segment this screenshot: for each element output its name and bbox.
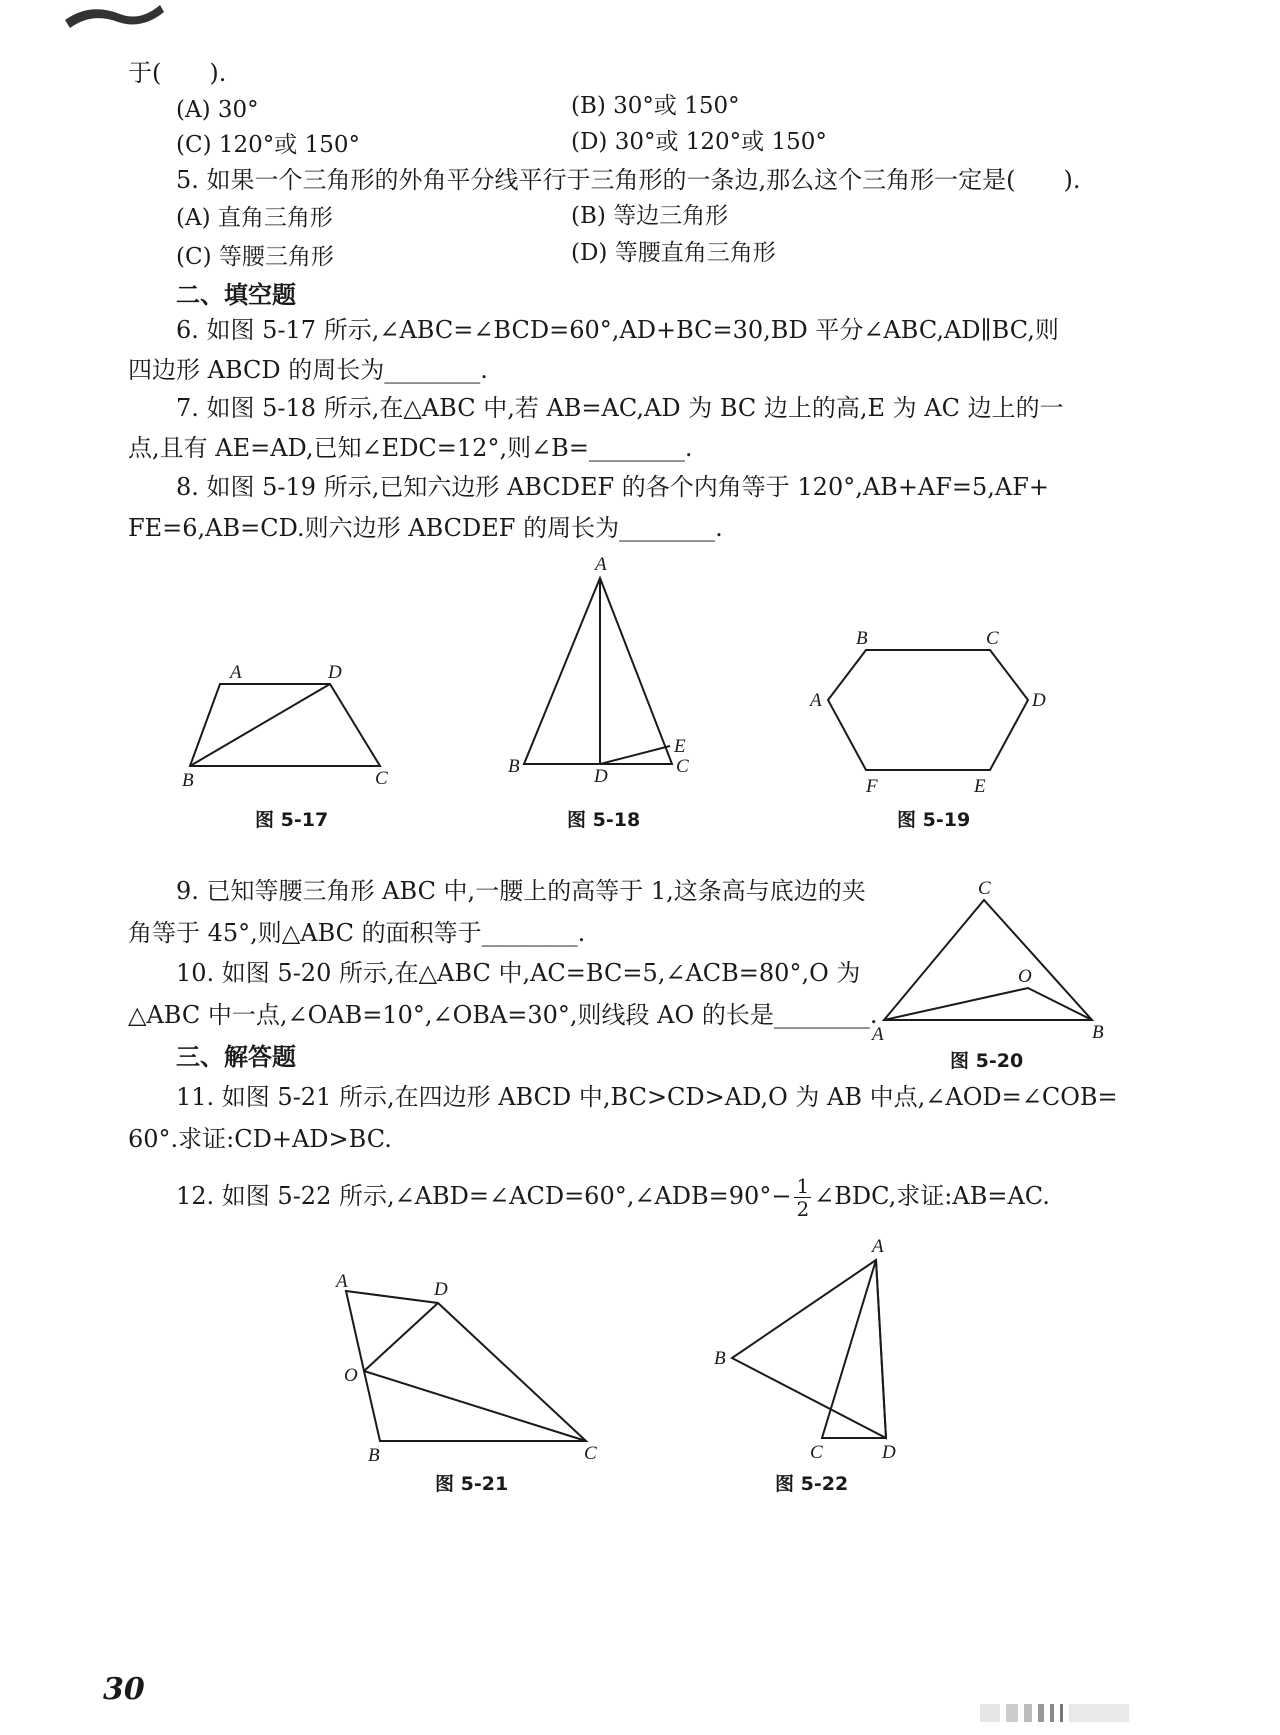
fig518-label-d: D bbox=[594, 766, 608, 787]
q12-text-post: ∠BDC,求证:AB=AC. bbox=[814, 1182, 1050, 1210]
fig522-label-b: B bbox=[714, 1348, 726, 1369]
q11-line1: 11. 如图 5-21 所示,在四边形 ABCD 中,BC>CD>AD,O 为 AB 中点,∠AOD=∠COB= bbox=[176, 1083, 1118, 1111]
figure-5-22 bbox=[700, 1232, 920, 1472]
decorative-bars bbox=[980, 1700, 1140, 1726]
q7-line2: 点,且有 AE=AD,已知∠EDC=12°,则∠B=________. bbox=[128, 434, 693, 462]
fig517-label-c: C bbox=[375, 768, 388, 789]
q6-line1: 6. 如图 5-17 所示,∠ABC=∠BCD=60°,AD+BC=30,BD 平分∠ABC,AD∥BC,则 bbox=[176, 316, 1059, 344]
q10-line2: △ABC 中一点,∠OAB=10°,∠OBA=30°,则线段 AO 的长是________. bbox=[128, 1001, 878, 1029]
fig522-label-c: C bbox=[810, 1442, 823, 1463]
fig520-label-b: B bbox=[1092, 1022, 1104, 1043]
fig521-caption: 图 5-21 bbox=[435, 1473, 509, 1495]
fig521-label-o: O bbox=[344, 1365, 358, 1386]
fig519-label-a: A bbox=[810, 690, 822, 711]
fig522-label-a: A bbox=[872, 1236, 884, 1257]
fig521-label-b: B bbox=[368, 1445, 380, 1465]
q4-tail: 于( ). bbox=[128, 59, 227, 87]
figure-5-17 bbox=[170, 650, 430, 800]
q12-text bbox=[176, 1175, 1050, 1220]
q8-line2: FE=6,AB=CD.则六边形 ABCDEF 的周长为________. bbox=[128, 514, 723, 542]
q5-text: 5. 如果一个三角形的外角平分线平行于三角形的一条边,那么这个三角形一定是( ). bbox=[176, 166, 1081, 194]
q8-line1: 8. 如图 5-19 所示,已知六边形 ABCDEF 的各个内角等于 120°,AB+AF=5,AF+ bbox=[176, 473, 1050, 501]
q12-fraction bbox=[794, 1175, 811, 1220]
q12-fraction-numerator: 1 bbox=[796, 1174, 810, 1198]
q9-line2: 角等于 45°,则△ABC 的面积等于________. bbox=[128, 919, 586, 947]
page-number: 30 bbox=[103, 1672, 145, 1707]
q5-option-a: (A) 直角三角形 bbox=[176, 205, 333, 231]
fig518-label-c: C bbox=[676, 756, 689, 777]
q4-option-b: (B) 30°或 150° bbox=[571, 93, 740, 119]
fig517-label-d: D bbox=[328, 662, 342, 683]
q12-text-pre: 12. 如图 5-22 所示,∠ABD=∠ACD=60°,∠ADB=90°− bbox=[176, 1182, 792, 1210]
fig518-label-a: A bbox=[595, 554, 607, 575]
fig520-caption: 图 5-20 bbox=[950, 1050, 1024, 1072]
fig519-label-e: E bbox=[974, 776, 986, 797]
fig520-label-c: C bbox=[978, 878, 991, 899]
fig518-caption: 图 5-18 bbox=[567, 809, 641, 831]
figure-5-18 bbox=[500, 552, 720, 792]
q12-fraction-denominator: 2 bbox=[796, 1197, 810, 1221]
q6-line2: 四边形 ABCD 的周长为________. bbox=[128, 356, 488, 384]
fig519-caption: 图 5-19 bbox=[897, 809, 971, 831]
corner-decoration bbox=[60, 0, 170, 30]
section-fill-in-heading: 二、填空题 bbox=[176, 281, 296, 309]
figure-5-20 bbox=[868, 872, 1118, 1052]
q10-line1: 10. 如图 5-20 所示,在△ABC 中,AC=BC=5,∠ACB=80°,O 为 bbox=[176, 959, 861, 987]
q7-line1: 7. 如图 5-18 所示,在△ABC 中,若 AB=AC,AD 为 BC 边上的高,E 为 AC 边上的一 bbox=[176, 394, 1064, 422]
fig519-label-c: C bbox=[986, 628, 999, 649]
figure-5-19 bbox=[800, 620, 1060, 800]
fig519-label-d: D bbox=[1032, 690, 1046, 711]
fig520-label-o: O bbox=[1018, 966, 1032, 987]
fig517-label-a: A bbox=[230, 662, 242, 683]
fig520-label-a: A bbox=[872, 1024, 884, 1045]
q4-option-c: (C) 120°或 150° bbox=[176, 132, 360, 158]
q11-line2: 60°.求证:CD+AD>BC. bbox=[128, 1125, 392, 1153]
fig521-label-d: D bbox=[434, 1279, 448, 1300]
q5-option-b: (B) 等边三角形 bbox=[571, 203, 729, 229]
q4-option-a: (A) 30° bbox=[176, 97, 259, 123]
fig519-label-b: B bbox=[856, 628, 868, 649]
figure-5-21 bbox=[330, 1265, 610, 1465]
fig518-label-b: B bbox=[508, 756, 520, 777]
fig521-label-a: A bbox=[336, 1271, 348, 1292]
fig517-label-b: B bbox=[182, 770, 194, 791]
fig522-caption: 图 5-22 bbox=[775, 1473, 849, 1495]
fig519-label-f: F bbox=[866, 776, 878, 797]
fig517-caption: 图 5-17 bbox=[255, 809, 329, 831]
section-solve-heading: 三、解答题 bbox=[176, 1043, 296, 1071]
fig521-label-c: C bbox=[584, 1443, 597, 1464]
q4-option-d: (D) 30°或 120°或 150° bbox=[571, 129, 827, 155]
q5-option-d: (D) 等腰直角三角形 bbox=[571, 240, 776, 266]
q5-option-c: (C) 等腰三角形 bbox=[176, 244, 334, 270]
fig518-label-e: E bbox=[674, 736, 686, 757]
fig522-label-d: D bbox=[882, 1442, 896, 1463]
q9-line1: 9. 已知等腰三角形 ABC 中,一腰上的高等于 1,这条高与底边的夹 bbox=[176, 877, 866, 905]
